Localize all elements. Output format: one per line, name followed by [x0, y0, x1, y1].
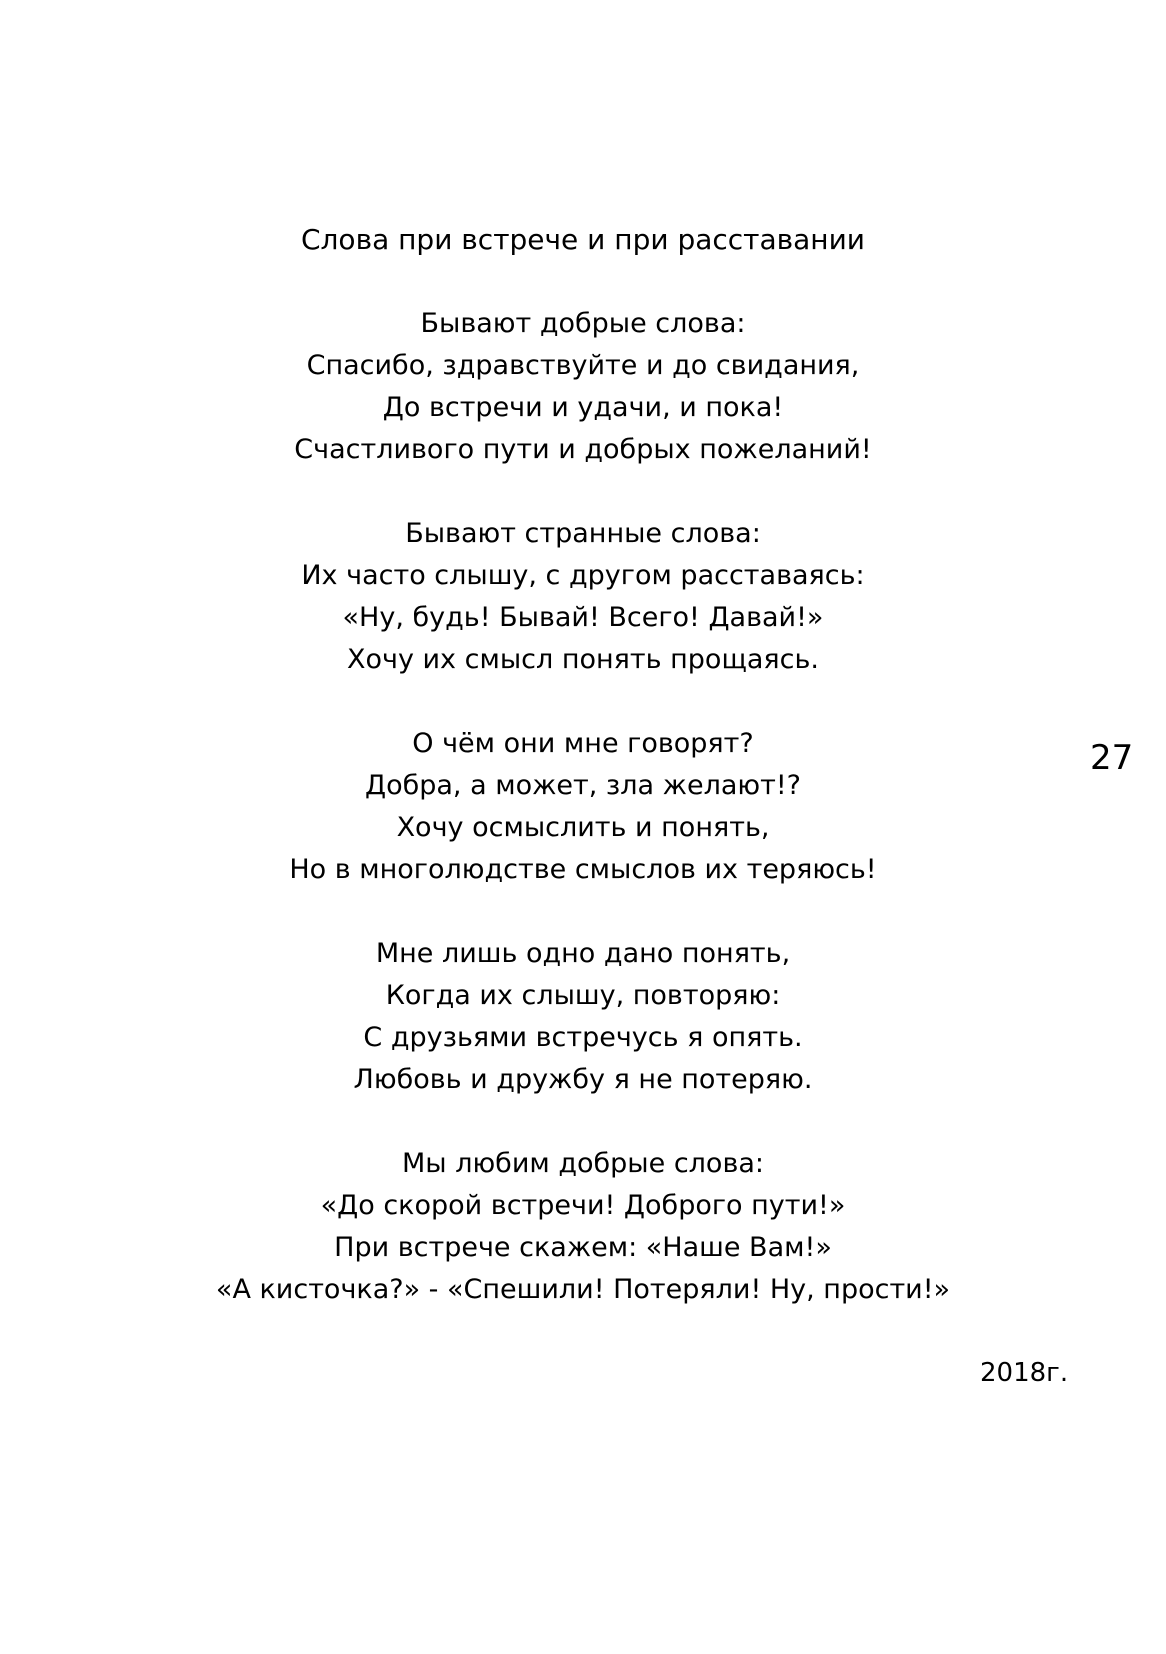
poem-line: До встречи и удачи, и пока!	[382, 392, 784, 423]
poem-line: «До скорой встречи! Доброго пути!»	[320, 1190, 846, 1221]
stanza-1	[0, 303, 1166, 471]
poem-line: Спасибо, здравствуйте и до свидания,	[306, 350, 860, 381]
poem-line: Добра, а может, зла желают!?	[364, 770, 802, 801]
poem-line: Их часто слышу, с другом расставаясь:	[301, 560, 865, 591]
stanza-5	[0, 1143, 1166, 1311]
poem-line: Мы любим добрые слова:	[402, 1148, 764, 1179]
poem-line: Хочу осмыслить и понять,	[396, 812, 770, 843]
poem-line: С друзьями встречусь я опять.	[363, 1022, 803, 1053]
poem-line: Любовь и дружбу я не потеряю.	[353, 1064, 813, 1095]
poem-line: Бывают странные слова:	[405, 518, 761, 549]
poem-line: Когда их слышу, повторяю:	[385, 980, 781, 1011]
poem-line: При встрече скажем: «Наше Вам!»	[334, 1232, 832, 1263]
poem-line: Бывают добрые слова:	[420, 308, 746, 339]
poem-line: «Ну, будь! Бывай! Всего! Давай!»	[342, 602, 824, 633]
poem-line: Но в многолюдстве смыслов их теряюсь!	[289, 854, 877, 885]
poem-line: О чём они мне говорят?	[412, 728, 754, 759]
stanza-2	[0, 513, 1166, 681]
poem-year: 2018г.	[980, 1358, 1069, 1388]
poem-line: Счастливого пути и добрых пожеланий!	[294, 434, 872, 465]
poem-title: Слова при встрече и при расставании	[300, 223, 866, 256]
poem-line: Хочу их смысл понять прощаясь.	[346, 644, 819, 675]
page-number: 27	[1090, 738, 1134, 778]
stanza-4	[0, 933, 1166, 1101]
poem-line: «А кисточка?» - «Спешили! Потеряли! Ну, прости!»	[215, 1274, 951, 1305]
stanza-3	[0, 723, 1166, 891]
poem-line: Мне лишь одно дано понять,	[375, 938, 791, 969]
